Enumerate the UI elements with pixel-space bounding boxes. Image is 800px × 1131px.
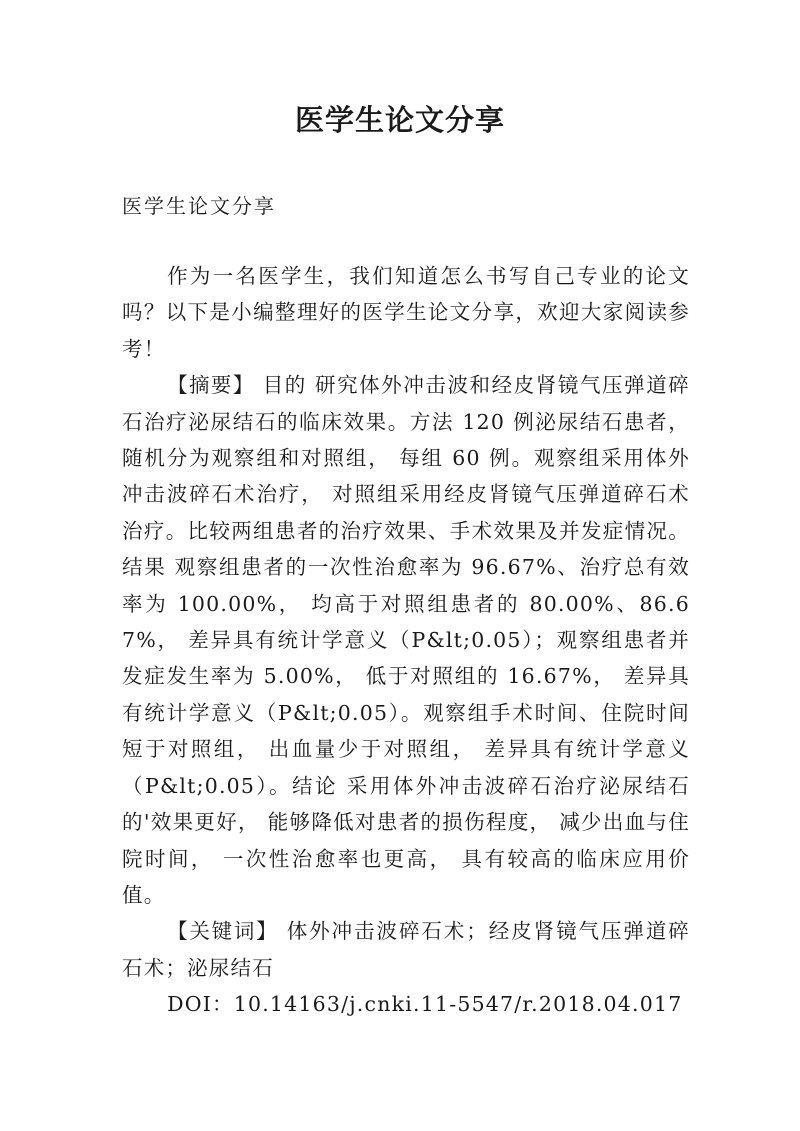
intro-paragraph: 作为一名医学生，我们知道怎么书写自己专业的论文吗？以下是小编整理好的医学生论文分享，欢迎大家阅读参考！	[122, 264, 690, 361]
keywords-label: 【关键词】	[167, 919, 279, 944]
abstract-label: 【摘要】	[167, 373, 255, 398]
document-body	[122, 258, 690, 1023]
abstract-text: 目的 研究体外冲击波和经皮肾镜气压弹道碎石治疗泌尿结石的临床效果。方法 120 例泌尿结石患者，随机分为观察组和对照组， 每组 60 例。观察组采用体外冲击波碎石术治疗， 对照组采用经皮肾镜气压弹道碎石术治疗。比较两组患者的治疗效果、手术效果及并发症情况。结果 观察组患者的一次性治愈率为 96.67%、治疗总有效率为 100.00%， 均高于对照组患者的 80.00%、86.67%， 差异具有统计学意义（P&lt;0.05）；观察组患者并发症发生率为 5.00%， 低于对照组的 16.67%， 差异具有统计学意义（P&lt;0.05）。观察组手术时间、住院时间短于对照组， 出血量少于对照组， 差异具有统计学意义（P&lt;0.05）。结论 采用体外冲击波碎石治疗泌尿结石的'效果更好， 能够降低对患者的损伤程度， 减少出血与住院时间， 一次性治愈率也更高， 具有较高的临床应用价值。	[122, 373, 690, 907]
doi-line: DOI：10.14163/j.cnki.11-5547/r.2018.04.017	[167, 992, 683, 1017]
keywords-text: 体外冲击波碎石术；经皮肾镜气压弹道碎石术；泌尿结石	[122, 919, 690, 980]
abstract-paragraph	[122, 367, 690, 913]
page-title: 医学生论文分享	[294, 103, 505, 137]
keywords-paragraph	[122, 913, 690, 986]
document-subtitle: 医学生论文分享	[122, 194, 276, 218]
